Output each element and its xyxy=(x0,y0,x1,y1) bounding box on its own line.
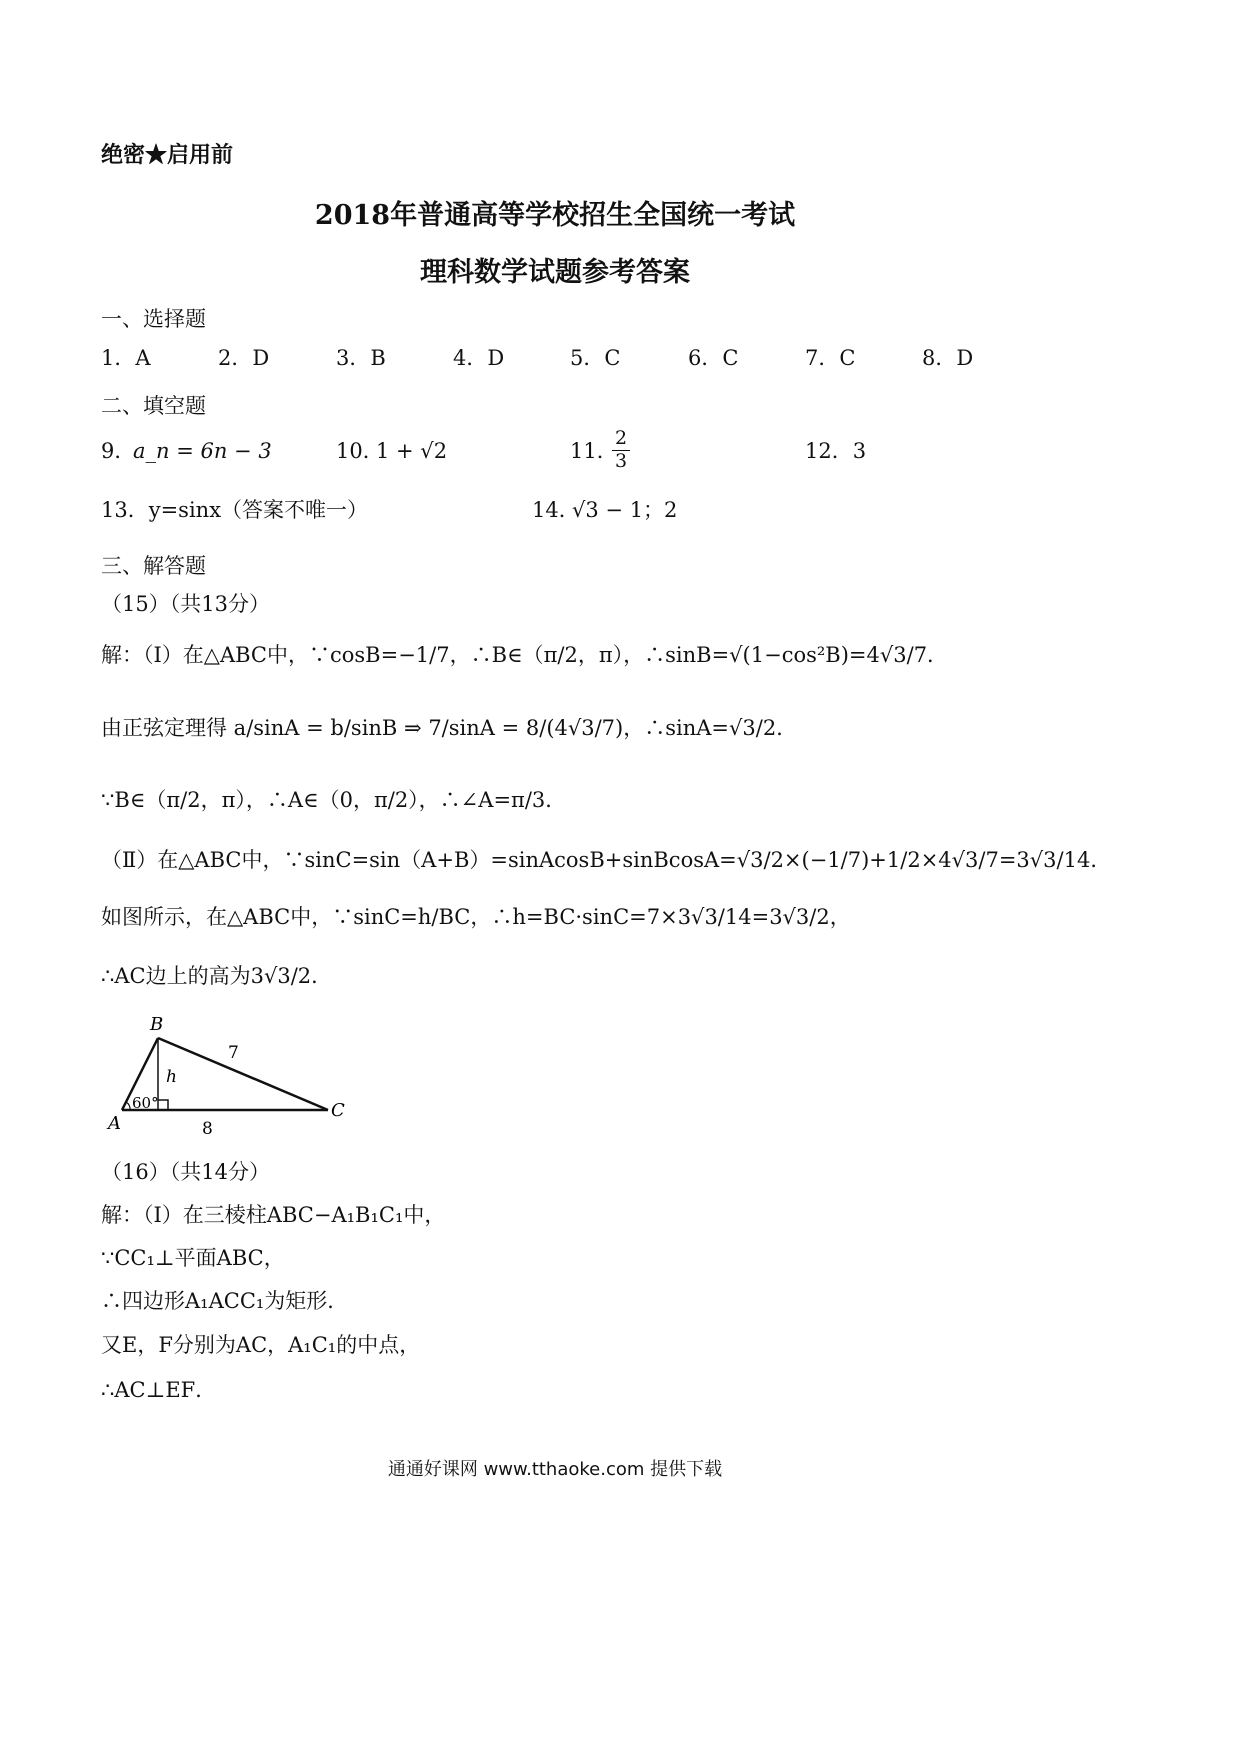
triangle-figure xyxy=(100,1012,360,1142)
secret-label: 绝密★启用前 xyxy=(101,142,234,168)
vertex-c-label: C xyxy=(331,1100,345,1121)
right-angle-mark xyxy=(158,1100,168,1110)
page-title: 2018年普通高等学校招生全国统一考试 xyxy=(314,200,796,231)
p16-line-3: ∴四边形A₁ACC₁为矩形． xyxy=(101,1289,349,1313)
answer-6: 6．C xyxy=(688,346,739,370)
side-bc xyxy=(158,1038,328,1110)
problem-15-label: （15）（共13分） xyxy=(101,592,270,616)
p15-line-5: 如图所示，在△ABC中，∵sinC=h/BC，∴h=BC·sinC=7×3√3/14=3√3/2， xyxy=(101,905,851,929)
q14-label: 14． xyxy=(532,498,580,522)
q11-answer xyxy=(610,428,632,473)
q14-answer: √3 − 1；2 xyxy=(572,498,678,522)
p16-line-5: ∴AC⊥EF． xyxy=(101,1378,217,1402)
footer-text: 通通好课网 www.tthaoke.com 提供下载 xyxy=(387,1459,723,1480)
q9-answer: a_n = 6n − 3 xyxy=(133,439,272,463)
section-heading-choice: 一、选择题 xyxy=(101,307,206,331)
q13-answer: 13．y=sinx（答案不唯一） xyxy=(101,498,369,522)
answer-7: 7．C xyxy=(805,346,856,370)
vertex-b-label: B xyxy=(150,1014,164,1035)
answer-1: 1．A xyxy=(101,346,151,370)
side-bc-length: 7 xyxy=(228,1043,239,1063)
answer-4: 4．D xyxy=(453,346,505,370)
fraction: $\frac{2}{3}$ xyxy=(612,428,630,473)
height-label: h xyxy=(166,1067,177,1087)
q10-label: 10． xyxy=(336,439,384,463)
q10-answer: 1 + √2 xyxy=(376,439,448,463)
p15-line-2: 由正弦定理得 a/sinA = b/sinB ⇒ 7/sinA = 8/(4√3/7)，∴sinA=√3/2． xyxy=(101,716,798,740)
section-heading-fill: 二、填空题 xyxy=(101,394,206,418)
p15-line-6: ∴AC边上的高为3√3/2． xyxy=(101,964,333,988)
vertex-a-label: A xyxy=(108,1113,121,1134)
p15-line-1: 解：（Ⅰ）在△ABC中，∵cosB=−1/7，∴B∈（π/2，π），∴sinB=√(1−cos²B)=4√3/7． xyxy=(101,643,949,667)
p15-line-4: （Ⅱ）在△ABC中，∵sinC=sin（A+B）=sinAcosB+sinBcosA=√3/2×(−1/7)+1/2×4√3/7=3√3/14． xyxy=(101,848,1112,872)
answer-3: 3．B xyxy=(336,346,386,370)
answer-8: 8．D xyxy=(922,346,974,370)
answer-2: 2．D xyxy=(218,346,270,370)
page-subtitle: 理科数学试题参考答案 xyxy=(420,257,690,288)
q12-answer: 12．3 xyxy=(805,439,867,463)
side-ac-length: 8 xyxy=(202,1119,213,1139)
section-heading-solutions: 三、解答题 xyxy=(101,554,206,578)
p16-line-2: ∵CC₁⊥平面ABC， xyxy=(101,1246,285,1270)
q9-label: 9． xyxy=(101,439,136,463)
p15-line-3: ∵B∈（π/2，π），∴A∈（0，π/2），∴∠A=π/3． xyxy=(101,788,567,812)
p16-line-1: 解：（Ⅰ）在三棱柱ABC−A₁B₁C₁中， xyxy=(101,1203,446,1227)
answer-5: 5．C xyxy=(570,346,621,370)
problem-16-label: （16）（共14分） xyxy=(101,1160,270,1184)
angle-a-label: 60° xyxy=(132,1094,159,1112)
q11-label: 11． xyxy=(570,439,618,463)
p16-line-4: 又E，F分别为AC，A₁C₁的中点， xyxy=(101,1333,421,1357)
